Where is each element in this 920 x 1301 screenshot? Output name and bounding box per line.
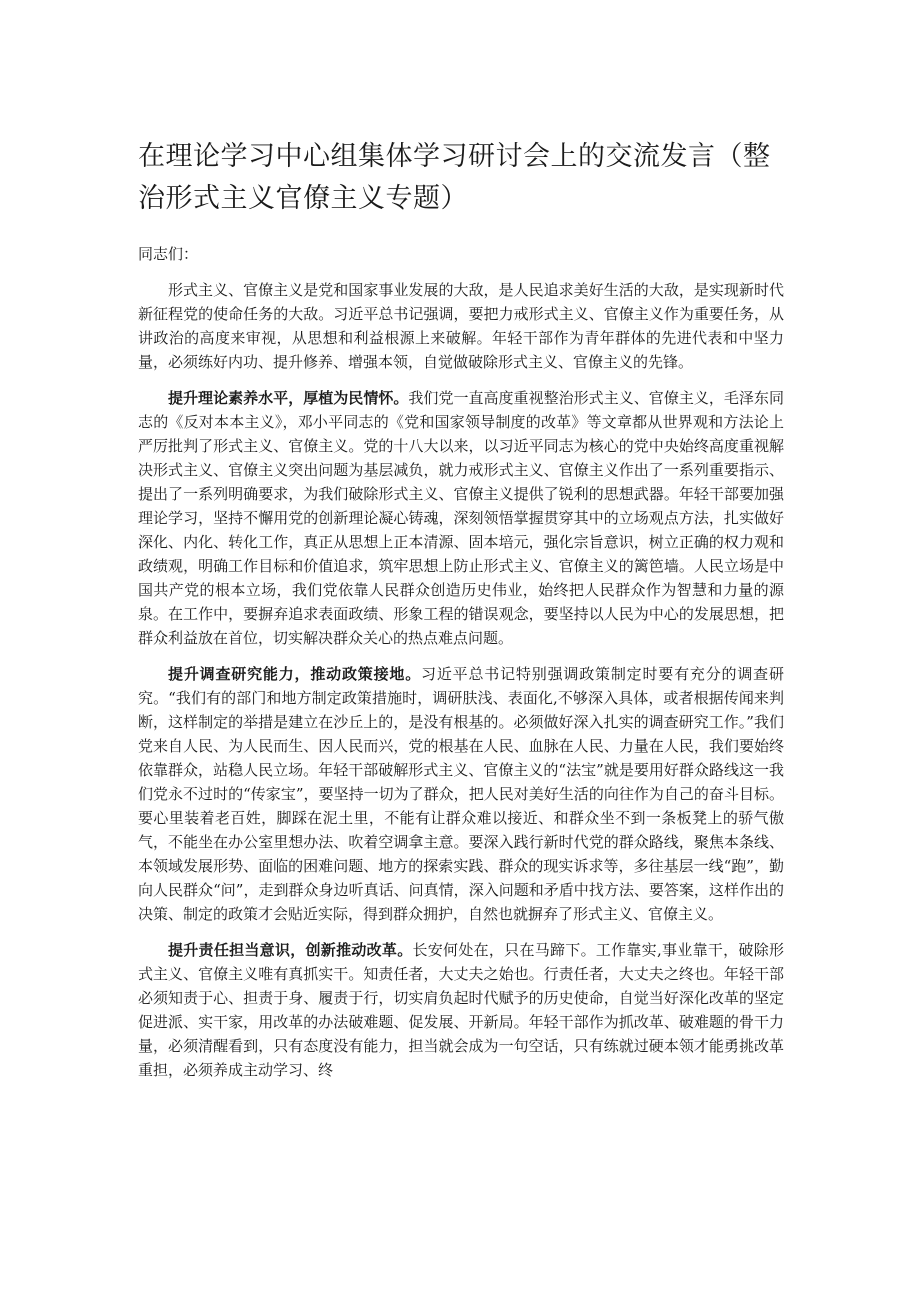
section-body-1: 我们党一直高度重视整治形式主义、官僚主义，毛泽东同志的《反对本本主义》，邓小平同志的《党和国家领导制度的改革》等文章都从世界观和方法论上严厉批判了形式主义、官僚主义。党的十八大以来，以习近平同志为核心的党中央始终高度重视解决形式主义、官僚主义突出问题为基层减负，就力戒形式主义、官僚主义作出了一系列重要指示、提出了一系列明确要求，为我们破除形式主义、官僚主义提供了锐利的思想武器。年轻干部要加强理论学习，坚持不懈用党的创新理论凝心铸魂，深刻领悟掌握贯穿其中的立场观点方法，扎实做好深化、内化、转化工作，真正从思想上正本清源、固本培元，强化宗旨意识，树立正确的权力观和政绩观，明确工作目标和价值追求，筑牢思想上防止形式主义、官僚主义的篱笆墙。人民立场是中国共产党的根本立场，我们党依靠人民群众创造历史伟业，始终把人民群众作为智慧和力量的源泉。在工作中，要摒弃追求表面政绩、形象工程的错误观念，要坚持以人民为中心的发展思想，把群众利益放在首位，切实解决群众关心的热点难点问题。 (138, 389, 784, 647)
document-page (138, 136, 784, 1094)
section-body-2: 习近平总书记特别强调政策制定时要有充分的调查研究。“我们有的部门和地方制定政策措施时，调研肤浅、表面化,不够深入具体，或者根据传闻来判断，这样制定的举措是建立在沙丘上的，是没有根基的。必须做好深入扎实的调查研究工作。”我们党来自人民、为人民而生、因人民而兴，党的根基在人民、血脉在人民、力量在人民，我们要始终依靠群众，站稳人民立场。年轻干部破解形式主义、官僚主义的“法宝”就是要用好群众路线这一我们党永不过时的“传家宝”，要坚持一切为了群众，把人民对美好生活的向往作为自己的奋斗目标。要心里装着老百姓，脚踩在泥土里，不能有让群众难以接近、和群众坐不到一条板凳上的骄气傲气，不能坐在办公室里想办法、吹着空调拿主意。要深入践行新时代党的群众路线，聚焦本条线、本领域发展形势、面临的困难问题、地方的探索实践、群众的现实诉求等，多往基层一线“跑”，勤向人民群众“问”，走到群众身边听真话、问真情，深入问题和矛盾中找方法、要答案，这样作出的决策、制定的政策才会贴近实际，得到群众拥护，自然也就摒弃了形式主义、官僚主义。 (138, 665, 784, 923)
document-title: 在理论学习中心组集体学习研讨会上的交流发言（整治形式主义官僚主义专题） (138, 141, 771, 214)
section-body-3: 长安何处在，只在马蹄下。工作靠实,事业靠干，破除形式主义、官僚主义唯有真抓实干。知责任者，大丈夫之始也。行责任者，大丈夫之终也。年轻干部必须知责于心、担责于身、履责于行，切实肩负起时代赋予的历史使命，自觉当好深化改革的坚定促进派、实干家，用改革的办法破难题、促发展、开新局。年轻干部作为抓改革、破难题的骨干力量，必须清醒看到，只有态度没有能力，担当就会成为一句空话，只有练就过硬本领才能勇挑改革重担，必须养成主动学习、终 (138, 941, 784, 1079)
section-paragraph-3 (138, 938, 784, 1082)
section-heading-1: 提升理论素养水平，厚植为民情怀。 (168, 389, 409, 407)
section-paragraph-2 (138, 662, 784, 926)
intro-paragraph: 形式主义、官僚主义是党和国家事业发展的大敌，是人民追求美好生活的大敌，是实现新时代新征程党的使命任务的大敌。习近平总书记强调，要把力戒形式主义、官僚主义作为重要任务，从讲政治的高度来审视，从思想和利益根源上来破解。年轻干部作为青年群体的先进代表和中坚力量，必须练好内功、提升修养、增强本领，自觉做破除形式主义、官僚主义的先锋。 (138, 281, 784, 371)
salutation: 同志们： (138, 245, 199, 263)
section-heading-3: 提升责任担当意识，创新推动改革。 (168, 941, 413, 959)
section-paragraph-1 (138, 386, 784, 650)
section-heading-2: 提升调查研究能力，推动政策接地。 (168, 665, 422, 683)
